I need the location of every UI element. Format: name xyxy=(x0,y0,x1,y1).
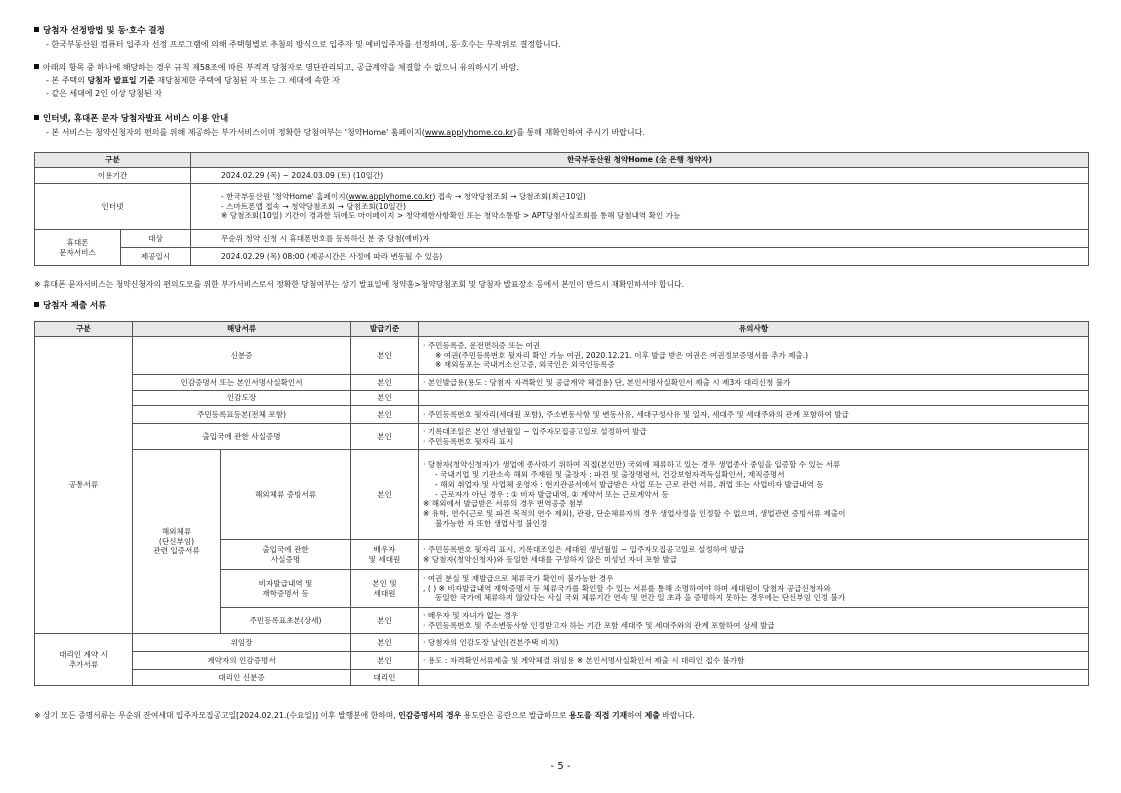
issuer-overseas-proof: 본인 xyxy=(351,450,419,540)
notes-seal-stamp xyxy=(419,391,1089,406)
notes-agent-id xyxy=(419,670,1089,686)
notes-overseas-proof: · 당첨자(청약신청자)가 생업에 종사하기 위하여 직접(본인만) 국외에 체류하고 있는 경우 생업종사 중임을 입증할 수 있는 서류 - 국내기업 및 기관소속 해외 주재원 및 출장자 : 파견 및 출장명령서, 건강보험자격득실확인서, 재직증명서 - 해외 취업자 및 사업체 운영자 : 현지관공서에서 발급받은 사업 또는 근로 관련 서류, 취업 또는 사업비자 발급내역 등 - 근로자가 아닌 경우 : ① 비자 발급내역, ② 계약서 또는 근로계약서 등 ※ 해외에서 발급받은 서류의 경우 번역공증 첨부 ※ 유학, 연수(근로 및 파견 목적의 연수 제외), 관광, 단순체류자의 경우 생업사정을 인정할 수 없으며, 생업관련 증빙서류 제출이 불가능한 자 또한 생업사정 불인정 xyxy=(419,450,1089,540)
issuer-immigration: 본인 xyxy=(351,424,419,450)
applyhome-link[interactable]: www.applyhome.co.kr xyxy=(424,128,514,137)
group-common: 공통서류 xyxy=(35,337,133,634)
issuer-visa-records: 본인 및 세대원 xyxy=(351,570,419,608)
sms-service-label: 휴대폰 문자서비스 xyxy=(35,230,121,266)
doc-resident-abstract: 주민등록표초본(상세) xyxy=(221,608,351,634)
ineligible-item-1: - 본 주택의 당첨자 발표일 기준 재당첨제한 주택에 당첨된 자 또는 그 세대에 속한 자 xyxy=(46,76,341,85)
sms-time-label: 제공일시 xyxy=(121,248,191,266)
notification-service-table xyxy=(34,152,1089,266)
issuer-seal-certificate: 본인 xyxy=(351,375,419,391)
group-overseas: 해외체류 (단신부임) 관련 입증서류 xyxy=(133,450,221,634)
period-label: 이용기간 xyxy=(35,168,191,184)
notes-id: · 주민등록증, 운전면허증 또는 여권 ※ 여권(주민등록번호 뒷자리 확인 가능 여권, 2020.12.21. 이후 발급 받은 여권은 여권정보증명서를 추가 제출.) ※ 재외동포는 국내거소신고증, 외국인은 외국인등록증 xyxy=(419,337,1089,375)
square-bullet-icon xyxy=(34,115,39,120)
section-title-required-documents: 당첨자 제출 서류 xyxy=(34,301,106,312)
page-number: - 5 - xyxy=(550,761,571,772)
ineligible-intro: 아래의 항목 중 하나에 해당하는 경우 규칙 제58조에 따른 부적격 당첨자로 명단관리되고, 공급계약을 체결할 수 없으니 유의하시기 바람. xyxy=(34,63,519,73)
docs-header-issuer: 발급기준 xyxy=(351,322,419,337)
doc-contractor-seal: 계약자의 인감증명서 xyxy=(133,652,351,670)
selection-description: - 한국부동산원 컴퓨터 입주자 선정 프로그램에 의해 주택형별로 추첨의 방식으로 입주자 및 예비입주자를 선정하며, 동·호수는 무작위로 결정합니다. xyxy=(46,40,561,49)
notes-seal-certificate: · 본인발급용(용도 : 당첨자 자격확인 및 공급계약 체결용) 단, 본인서명사실확인서 제출 시 제3자 대리신청 불가 xyxy=(419,375,1089,391)
doc-seal-stamp: 인감도장 xyxy=(133,391,351,406)
required-documents-table xyxy=(34,321,1089,686)
issuer-overseas-immigration: 배우자 및 세대원 xyxy=(351,540,419,570)
docs-header-document: 해당서류 xyxy=(133,322,351,337)
sms-time-value: 2024.02.29 (목) 08:00 (제공시간은 사정에 따라 변동될 수 있음) xyxy=(191,248,1089,266)
doc-power-of-attorney: 위임장 xyxy=(133,634,351,652)
doc-overseas-immigration: 출입국에 관한 사실증명 xyxy=(221,540,351,570)
doc-overseas-proof: 해외체류 증빙서류 xyxy=(221,450,351,540)
doc-resident-register: 주민등록표등본(전체 포함) xyxy=(133,406,351,424)
period-value: 2024.02.29 (목) ~ 2024.03.09 (토) (10일간) xyxy=(191,168,1089,184)
doc-seal-certificate: 인감증명서 또는 본인서명사실확인서 xyxy=(133,375,351,391)
ineligible-item-2: - 같은 세대에 2인 이상 당첨된 자 xyxy=(46,89,162,98)
notes-visa-records: · 여권 분실 및 재발급으로 체류국가 확인이 불가능한 경우 , ( ) ※ 비자발급내역 재학증명서 등 체류국가를 확인할 수 있는 서류를 통해 소명하여야 하며 세대원이 당첨자 공급신청자와 동일한 국가에 체류하지 않았다는 사실 국외 체류기간 연속 및 연간 일 초과 을 증명하지 못하는 경우에는 단신부임 인정 불가 xyxy=(419,570,1089,608)
docs-header-category: 구분 xyxy=(35,322,133,337)
documents-footnote: ※ 상기 모든 증명서류는 무순위 잔여세대 입주자모집공고일[2024.02.21.(수요일)] 이후 발행분에 한하며, 인감증명서의 경우 용도란은 공란으로 발급하므로 용도를 직접 기재하여 제출 바랍니다. xyxy=(34,711,695,720)
group-agent: 대리인 계약 시 추가서류 xyxy=(35,634,133,686)
issuer-contractor-seal: 본인 xyxy=(351,652,419,670)
notes-resident-abstract: · 배우자 및 자녀가 없는 경우 · 주민등록번호 및 주소변동사항 인정받고자 하는 기간 포함 세대주 및 세대주와의 관계 포함하여 상세 발급 xyxy=(419,608,1089,634)
section-title-notification-service: 인터넷, 휴대폰 문자 당첨자발표 서비스 이용 안내 xyxy=(34,114,228,125)
internet-label: 인터넷 xyxy=(35,184,191,230)
notes-immigration: · 기록대조일은 본인 생년월일 ~ 입주자모집공고일로 설정하여 발급 · 주민등록번호 뒷자리 표시 xyxy=(419,424,1089,450)
issuer-id: 본인 xyxy=(351,337,419,375)
sms-target-label: 대상 xyxy=(121,230,191,248)
issuer-resident-abstract: 본인 xyxy=(351,608,419,634)
table-header-category: 구분 xyxy=(35,153,191,168)
notes-contractor-seal: · 용도 : 자격확인서류제출 및 계약체결 위임용 ※ 본인서명사실확인서 제출 시 대리인 접수 불가함 xyxy=(419,652,1089,670)
notes-resident-register: · 주민등록번호 뒷자리(세대원 포함), 주소변동사항 및 변동사유, 세대구성사유 및 일자, 세대주 및 세대주와의 관계 포함하여 발급 xyxy=(419,406,1089,424)
service-description: - 본 서비스는 청약신청자의 편의를 위해 제공하는 부가서비스이며 정확한 당첨여부는 '청약Home' 홈페이지(www.applyhome.co.kr)를 통해 재확인하여 주시기 바랍니다. xyxy=(46,128,645,137)
notes-power-of-attorney: · 당첨자의 인감도장 날인(견본주택 비치) xyxy=(419,634,1089,652)
notes-overseas-immigration: · 주민등록번호 뒷자리 표시, 기록대조일은 세대원 생년월일 ~ 입주자모집공고일로 설정하여 발급 ※ 당첨자(청약신청자)와 동일한 세대를 구성하지 않은 미성년 자녀 포함 발급 xyxy=(419,540,1089,570)
square-bullet-icon xyxy=(34,302,39,307)
applyhome-link[interactable]: www.applyhome.co.kr xyxy=(348,191,433,201)
square-bullet-icon xyxy=(34,27,39,32)
sms-target-value: 무순위 청약 신청 시 휴대폰번호를 등록하신 분 중 당첨(예비)자 xyxy=(191,230,1089,248)
section-title-selection: 당첨자 선정방법 및 동·호수 결정 xyxy=(34,26,165,37)
sms-note: ※ 휴대폰 문자서비스는 청약신청자의 편의도모를 위한 부가서비스로서 정확한 당첨여부는 상기 발표일에 청약홈>청약당첨조회 및 당첨자 발표장소 등에서 본인이 반드시 재확인하셔야 합니다. xyxy=(34,280,685,289)
issuer-seal-stamp: 본인 xyxy=(351,391,419,406)
table-header-provider: 한국부동산원 청약Home (全 은행 청약자) xyxy=(191,153,1089,168)
issuer-power-of-attorney: 본인 xyxy=(351,634,419,652)
issuer-resident-register: 본인 xyxy=(351,406,419,424)
doc-agent-id: 대리인 신분증 xyxy=(133,670,351,686)
doc-immigration: 출입국에 관한 사실증명 xyxy=(133,424,351,450)
doc-visa-records: 비자발급내역 및 재학증명서 등 xyxy=(221,570,351,608)
issuer-agent-id: 대리인 xyxy=(351,670,419,686)
doc-id: 신분증 xyxy=(133,337,351,375)
square-bullet-icon xyxy=(34,64,39,69)
docs-header-notes: 유의사항 xyxy=(419,322,1089,337)
internet-value: - 한국부동산원 '청약Home' 홈페이지(www.applyhome.co.kr) 접속 → 청약당첨조회 → 당첨조회(최근10일) - 스마트폰앱 접속 → 청약당첨조회 → 당첨조회(10일간) ※ 당첨조회(10일) 기간이 경과한 뒤에도 마이페이지 > 청약제한사항확인 또는 청약소통방 > APT당첨사실조회를 통해 당첨내역 확인 가능 xyxy=(191,184,1089,230)
